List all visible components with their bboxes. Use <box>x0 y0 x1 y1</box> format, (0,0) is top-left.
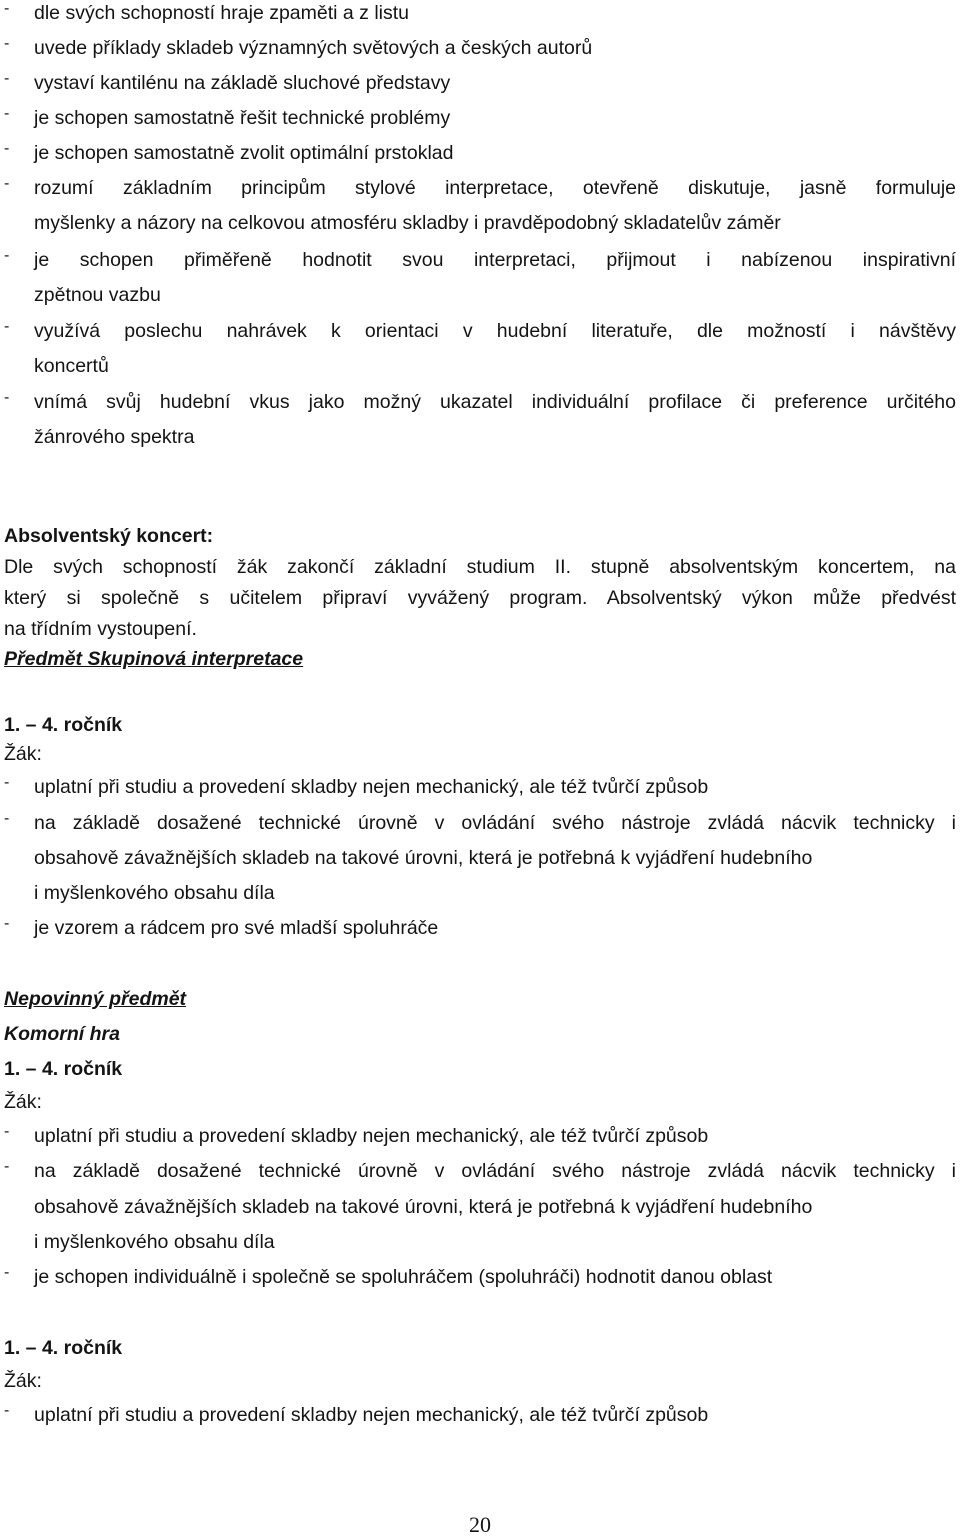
bullet-dash: - <box>4 1264 10 1281</box>
bullet-dash: - <box>4 247 10 264</box>
year-heading: 1. – 4. ročník <box>4 1337 123 1359</box>
paragraph-line: Dle svých schopností žák zakončí základní studium II. stupně absolventským koncertem, na <box>4 556 956 578</box>
list-item-continuation: zpětnou vazbu <box>34 284 161 306</box>
bullet-dash: - <box>4 175 10 192</box>
list-item-continuation: žánrového spektra <box>34 426 195 448</box>
year-heading: 1. – 4. ročník <box>4 714 123 736</box>
pupil-label: Žák: <box>4 1370 42 1392</box>
list-item: vystaví kantilénu na základě sluchové představy <box>34 72 451 94</box>
list-item: uplatní při studiu a provedení skladby nejen mechanický, ale též tvůrčí způsob <box>34 1404 709 1426</box>
page-number: 20 <box>469 1512 491 1537</box>
list-item: je schopen samostatně zvolit optimální prstoklad <box>34 142 454 164</box>
list-item: je schopen individuálně i společně se spoluhráčem (spoluhráči) hodnotit danou oblast <box>34 1266 773 1288</box>
list-item: na základě dosažené technické úrovně v ovládání svého nástroje zvládá nácvik technicky i <box>34 1160 956 1182</box>
bullet-dash: - <box>4 1158 10 1175</box>
pupil-label: Žák: <box>4 743 42 765</box>
list-item: je vzorem a rádcem pro své mladší spoluhráče <box>34 917 439 939</box>
bullet-dash: - <box>4 105 10 122</box>
list-item: využívá poslechu nahrávek k orientaci v hudební literatuře, dle možností i návštěvy <box>34 320 956 342</box>
paragraph-line: na třídním vystoupení. <box>4 618 197 640</box>
section-heading: Absolventský koncert: <box>4 525 214 547</box>
bullet-dash: - <box>4 1123 10 1140</box>
bullet-dash: - <box>4 389 10 406</box>
bullet-dash: - <box>4 0 10 17</box>
paragraph-line: který si společně s učitelem připraví vyvážený program. Absolventský výkon může předvést <box>4 587 956 609</box>
bullet-dash: - <box>4 70 10 87</box>
list-item: je schopen samostatně řešit technické problémy <box>34 107 451 129</box>
list-item-continuation: i myšlenkového obsahu díla <box>34 1231 275 1253</box>
list-item-continuation: obsahově závažnějších skladeb na takové úrovni, která je potřebná k vyjádření hudebního <box>34 1196 813 1218</box>
bullet-dash: - <box>4 915 10 932</box>
list-item: vnímá svůj hudební vkus jako možný ukazatel individuální profilace či preference určitého <box>34 391 956 413</box>
year-heading: 1. – 4. ročník <box>4 1058 123 1080</box>
subject-title: Komorní hra <box>4 1023 120 1045</box>
list-item: uplatní při studiu a provedení skladby nejen mechanický, ale též tvůrčí způsob <box>34 776 709 798</box>
list-item-continuation: myšlenky a názory na celkovou atmosféru skladby i pravděpodobný skladatelův záměr <box>34 212 781 234</box>
bullet-dash: - <box>4 774 10 791</box>
list-item: uvede příklady skladeb významných světových a českých autorů <box>34 37 593 59</box>
bullet-dash: - <box>4 1402 10 1419</box>
bullet-dash: - <box>4 318 10 335</box>
list-item-continuation: koncertů <box>34 355 109 377</box>
list-item: na základě dosažené technické úrovně v ovládání svého nástroje zvládá nácvik technicky i <box>34 812 956 834</box>
list-item: uplatní při studiu a provedení skladby nejen mechanický, ale též tvůrčí způsob <box>34 1125 709 1147</box>
subject-title: Předmět Skupinová interpretace <box>4 648 304 670</box>
bullet-dash: - <box>4 810 10 827</box>
bullet-dash: - <box>4 35 10 52</box>
pupil-label: Žák: <box>4 1091 42 1113</box>
list-item: rozumí základním principům stylové interpretace, otevřeně diskutuje, jasně formuluje <box>34 177 956 199</box>
list-item: je schopen přiměřeně hodnotit svou interpretaci, přijmout i nabízenou inspirativní <box>34 249 956 271</box>
list-item-continuation: obsahově závažnějších skladeb na takové úrovni, která je potřebná k vyjádření hudebního <box>34 847 813 869</box>
list-item: dle svých schopností hraje zpaměti a z listu <box>34 2 410 24</box>
list-item-continuation: i myšlenkového obsahu díla <box>34 882 275 904</box>
subject-category: Nepovinný předmět <box>4 988 187 1010</box>
bullet-dash: - <box>4 140 10 157</box>
